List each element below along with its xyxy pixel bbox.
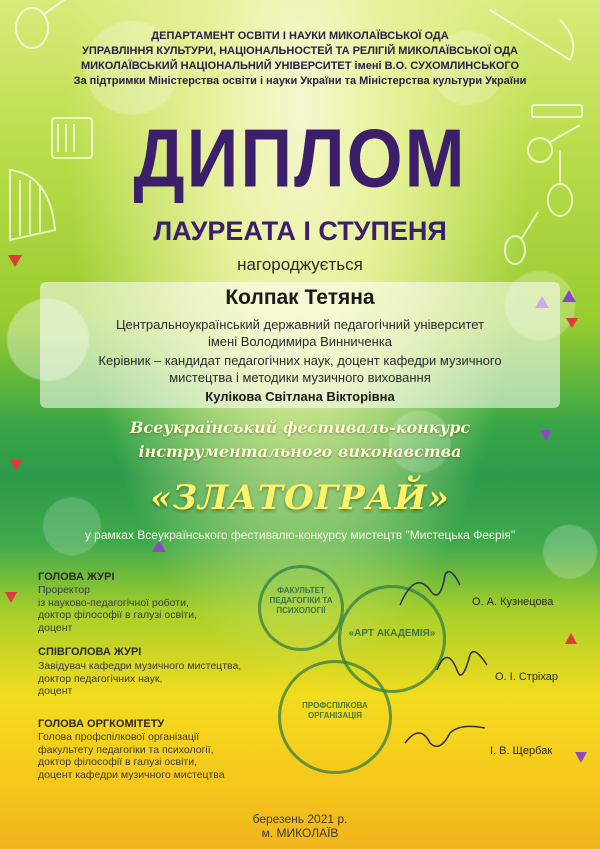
awarded-label: нагороджується xyxy=(237,255,363,274)
supervisor-line-2: мистецтва і методики музичного виховання xyxy=(169,370,431,385)
header-line-3: МИКОЛАЇВСЬКИЙ НАЦІОНАЛЬНИЙ УНІВЕРСИТЕТ імені В.О. СУХОМЛИНСЬКОГО xyxy=(80,60,520,72)
supervisor-name: Кулікова Світлана Вікторівна xyxy=(205,389,395,404)
jury-cohead-position: Завідувач кафедри музичного мистецтва, доктор педагогічних наук, доцент xyxy=(38,660,242,697)
confetti-triangle xyxy=(10,460,22,471)
jury-head-title: ГОЛОВА ЖУРІ xyxy=(38,571,115,583)
art-academy-stamp-text: «АРТ АКАДЕМІЯ» xyxy=(348,628,436,639)
confetti-triangle xyxy=(575,752,587,763)
festival-name: «ЗЛАТОГРАЙ» xyxy=(150,478,450,518)
festival-within: у рамках Всеукраїнського фестивалю-конкурсу мистецтв "Мистецька Феєрія" xyxy=(84,528,516,542)
header-line-2: УПРАВЛІННЯ КУЛЬТУРИ, НАЦІОНАЛЬНОСТЕЙ ТА РЕЛІГІЙ МИКОЛАЇВСЬКОЇ ОДА xyxy=(82,45,518,57)
signature-3 xyxy=(400,718,490,758)
orgcommittee-head-position: Голова профспілкової організації факультету педагогіки та психології, доктор філософії в галузі освіти, доцент кафедри музичного мистецтва xyxy=(38,731,225,781)
diploma-title: ДИПЛОМ xyxy=(133,113,467,205)
institution-line-1: Центральноукраїнський державний педагогічний університет xyxy=(115,317,485,332)
signature-2 xyxy=(432,640,492,695)
orgcommittee-head-title: ГОЛОВА ОРГКОМІТЕТУ xyxy=(38,718,165,730)
union-stamp-text: ПРОФСПІЛКОВА ОРГАНІЗАЦІЯ xyxy=(302,701,368,720)
festival-line-1: Всеукраїнський фестиваль-конкурс xyxy=(129,418,471,437)
diploma-subtitle: ЛАУРЕАТА І СТУПЕНЯ xyxy=(153,216,447,246)
jury-head-position: Проректор із науково-педагогічної роботи, доктор філософії в галузі освіти, доцент xyxy=(38,584,198,634)
union-stamp xyxy=(278,660,392,774)
faculty-stamp-text: ФАКУЛЬТЕТ ПЕДАГОГІКИ ТА ПСИХОЛОГІЇ xyxy=(269,586,333,615)
jury-cohead-title: СПІВГОЛОВА ЖУРІ xyxy=(38,646,142,658)
header-line-1: ДЕПАРТАМЕНТ ОСВІТИ І НАУКИ МИКОЛАЇВСЬКОЇ ОДА xyxy=(151,30,449,42)
confetti-triangle xyxy=(5,592,17,603)
jury-cohead-signer: О. І. Стріхар xyxy=(495,671,558,683)
supervisor-line-1: Керівник – кандидат педагогічних наук, доцент кафедри музичного xyxy=(98,353,502,368)
header-line-4: За підтримки Міністерства освіти і науки України та Міністерства культури України xyxy=(73,75,527,87)
footer-date: березень 2021 р. xyxy=(252,812,348,826)
festival-line-2: інструментального виконавства xyxy=(138,442,462,461)
signature-1 xyxy=(395,565,465,615)
footer-city: м. МИКОЛАЇВ xyxy=(261,826,339,840)
jury-head-signer: О. А. Кузнецова xyxy=(472,596,554,608)
faculty-stamp xyxy=(258,565,344,651)
institution-line-2: імені Володимира Винниченка xyxy=(207,334,393,349)
orgcommittee-head-signer: І. В. Щербак xyxy=(490,745,553,757)
confetti-triangle xyxy=(565,633,577,644)
recipient-name: Колпак Тетяна xyxy=(225,286,375,309)
